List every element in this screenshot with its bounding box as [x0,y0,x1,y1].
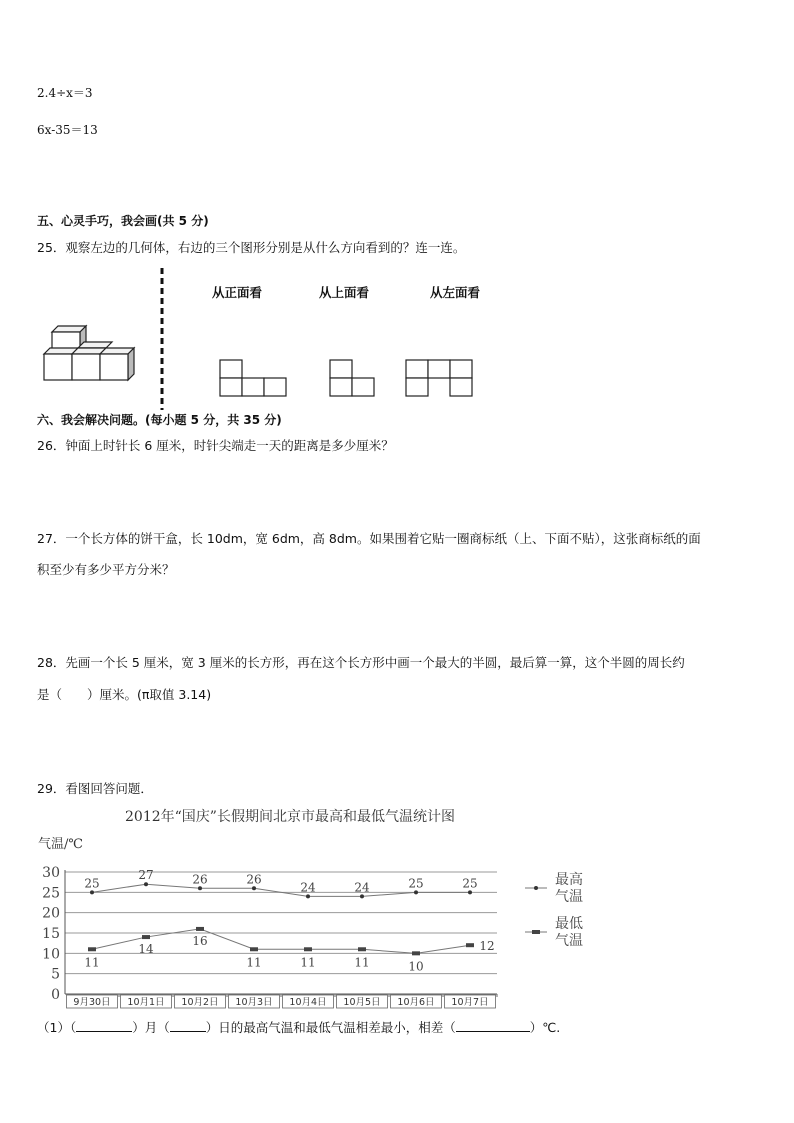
view-grid-2 [328,358,378,400]
data-point-low [250,947,258,951]
x-tick-label: 10月6日 [397,997,435,1008]
data-point-high [252,886,256,890]
data-point-low [358,947,366,951]
legend-label: 最高 [555,872,583,888]
legend-label: 气温 [555,889,583,905]
data-point-high [144,882,148,886]
data-label: 11 [300,955,316,970]
geometric-solid-figure [40,318,145,388]
sub1-mid2: ）日的最高气温和最低气温相差最小，相差（ [205,1020,456,1035]
dashed-divider [158,268,166,410]
answer-blank-month[interactable] [76,1019,132,1032]
question-28-line-2: 是（ ）厘米。(π取值 3.14) [37,687,212,702]
chart-title: 2012年“国庆”长假期间北京市最高和最低气温统计图 [125,809,455,825]
x-tick-label: 10月4日 [289,997,327,1008]
sub1-mid1: ）月（ [132,1020,170,1035]
x-tick-label: 10月5日 [343,997,381,1008]
section-5-title: 五、心灵手巧，我会画(共 5 分) [37,214,209,228]
data-point-low [142,935,150,939]
chart-y-label: 气温/℃ [38,837,83,852]
sub1-prefix: （1）（ [37,1020,77,1035]
data-label: 11 [246,955,262,970]
data-label: 24 [300,880,316,895]
view-grid-1 [218,358,290,400]
x-tick-label: 10月7日 [451,997,489,1008]
data-label: 26 [246,872,262,887]
legend-label: 气温 [555,933,583,949]
y-tick-label: 0 [51,987,60,1003]
data-label: 24 [354,880,370,895]
data-point-high [360,894,364,898]
data-label: 11 [354,955,370,970]
y-tick-label: 20 [42,905,60,922]
y-tick-label: 30 [42,865,60,881]
data-point-high [306,894,310,898]
data-label: 14 [138,942,154,957]
question-28-line-1: 28．先画一个长 5 厘米，宽 3 厘米的长方形，再在这个长方形中画一个最大的半圆，最后算一算，这个半圆的周长约 [37,655,685,670]
view-label-left: 从左面看 [430,285,481,300]
data-point-high [198,886,202,890]
y-tick-label: 5 [51,966,60,983]
view-label-front: 从正面看 [212,285,263,300]
equation-1: 2.4÷x＝3 [37,86,93,100]
data-label: 25 [84,876,100,891]
answer-blank-difference[interactable] [456,1019,530,1032]
answer-blank-day[interactable] [170,1019,206,1032]
question-29: 29．看图回答问题． [37,781,153,796]
data-point-low [304,947,312,951]
y-tick-label: 10 [42,946,60,963]
data-label: 27 [138,868,154,883]
x-tick-label: 10月2日 [181,997,219,1008]
data-label: 11 [84,955,100,970]
question-26: 26．钟面上时针长 6 厘米，时针尖端走一天的距离是多少厘米？ [37,438,394,453]
x-tick-label: 9月30日 [73,997,111,1008]
data-point-high [468,890,472,894]
view-grid-3 [404,358,476,400]
legend-marker-high [534,886,538,890]
data-label: 10 [408,959,424,974]
equation-2: 6x-35＝13 [37,123,98,137]
sub1-suffix: ）℃. [529,1020,561,1035]
data-label: 26 [192,872,208,887]
data-point-high [90,890,94,894]
data-label: 12 [479,939,495,954]
question-27-line-1: 27．一个长方体的饼干盒，长 10dm，宽 6dm，高 8dm。如果围着它贴一圈商标纸（上、下面不贴），这张商标纸的面 [37,531,701,546]
question-27-line-2: 积至少有多少平方分米？ [37,562,175,577]
question-25: 25．观察左边的几何体，右边的三个图形分别是从什么方向看到的？连一连。 [37,240,466,255]
x-tick-label: 10月1日 [127,997,165,1008]
section-6-title: 六、我会解决问题。(每小题 5 分，共 35 分) [37,413,282,427]
data-point-high [414,890,418,894]
data-point-low [196,927,204,931]
data-point-low [466,943,474,947]
x-tick-label: 10月3日 [235,997,273,1008]
y-tick-label: 25 [42,885,60,902]
legend-marker-low [532,930,540,934]
data-label: 25 [408,876,424,891]
y-tick-label: 15 [42,926,60,942]
temperature-chart [30,800,600,1010]
data-label: 25 [462,876,478,891]
view-label-top: 从上面看 [319,285,370,300]
data-point-low [412,951,420,955]
data-label: 16 [192,933,208,948]
legend-label: 最低 [555,916,583,932]
question-29-sub-1 [37,1018,560,1036]
data-point-low [88,947,96,951]
